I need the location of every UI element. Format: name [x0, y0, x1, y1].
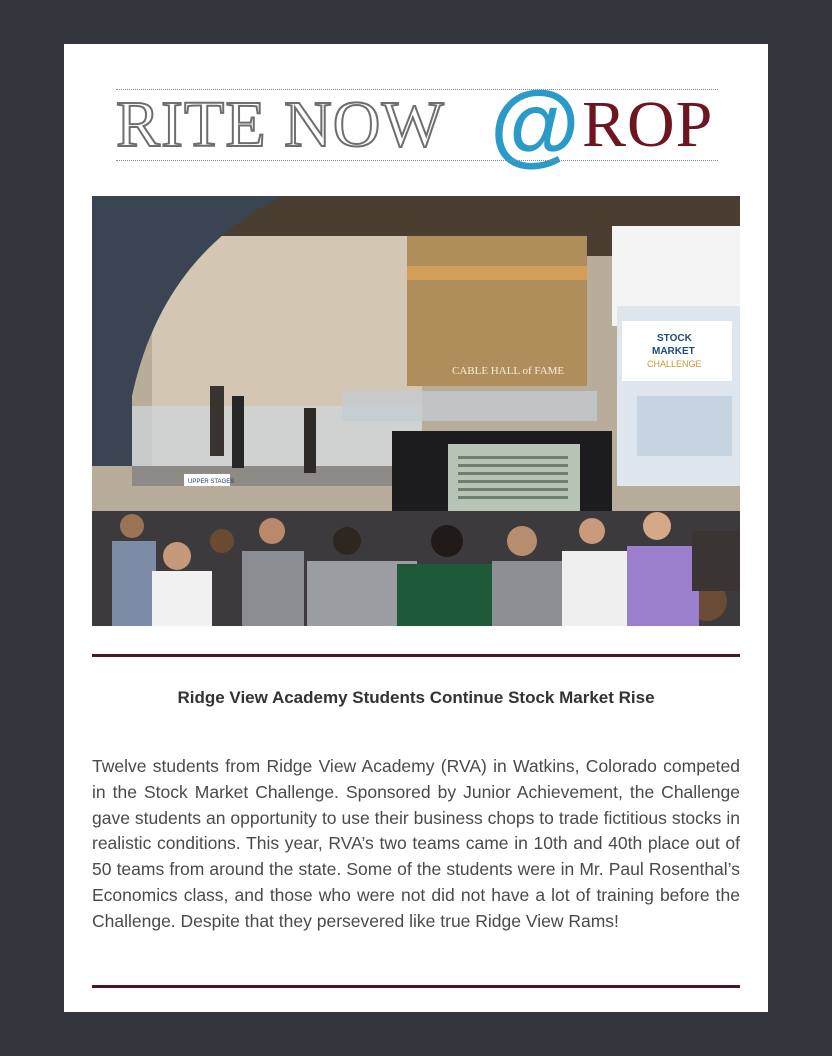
top-divider	[92, 654, 740, 657]
svg-text:MARKET: MARKET	[652, 346, 695, 357]
svg-text:STOCK: STOCK	[657, 333, 692, 344]
bottom-divider	[92, 985, 740, 988]
balcony-banner-text: UPPER STAGES	[188, 479, 235, 485]
masthead-at-symbol: @	[490, 73, 580, 175]
event-photo	[92, 196, 740, 626]
article-headline: Ridge View Academy Students Continue Stock Market Rise	[177, 688, 655, 707]
newsletter-page	[64, 44, 768, 1012]
article-body: Twelve students from Ridge View Academy (RVA) in Watkins, Colorado competed in the Stock Market Challenge. Sponsored by Junior Achievement, the Challenge gave students an opportunity to use their business chops to trade fictitious stocks in realistic conditions. This year, RVA’s two teams came in 10th and 40th place out of 50 teams from around the state. Some of the students were in Mr. Paul Rosenthal’s Economics class, and those who were not did not have a lot of training before the Challenge. Despite that they persevered like true Ridge View Rams!	[92, 756, 740, 931]
masthead-bottom-rule	[116, 160, 718, 161]
svg-text:CHALLENGE: CHALLENGE	[647, 359, 702, 369]
masthead-rop: ROP	[582, 88, 714, 161]
event-photo-illustration	[92, 196, 740, 626]
masthead-logo	[116, 73, 718, 175]
masthead-rite-now: RITE NOW	[116, 88, 445, 161]
hall-sign-text: CABLE HALL of FAME	[452, 365, 565, 377]
